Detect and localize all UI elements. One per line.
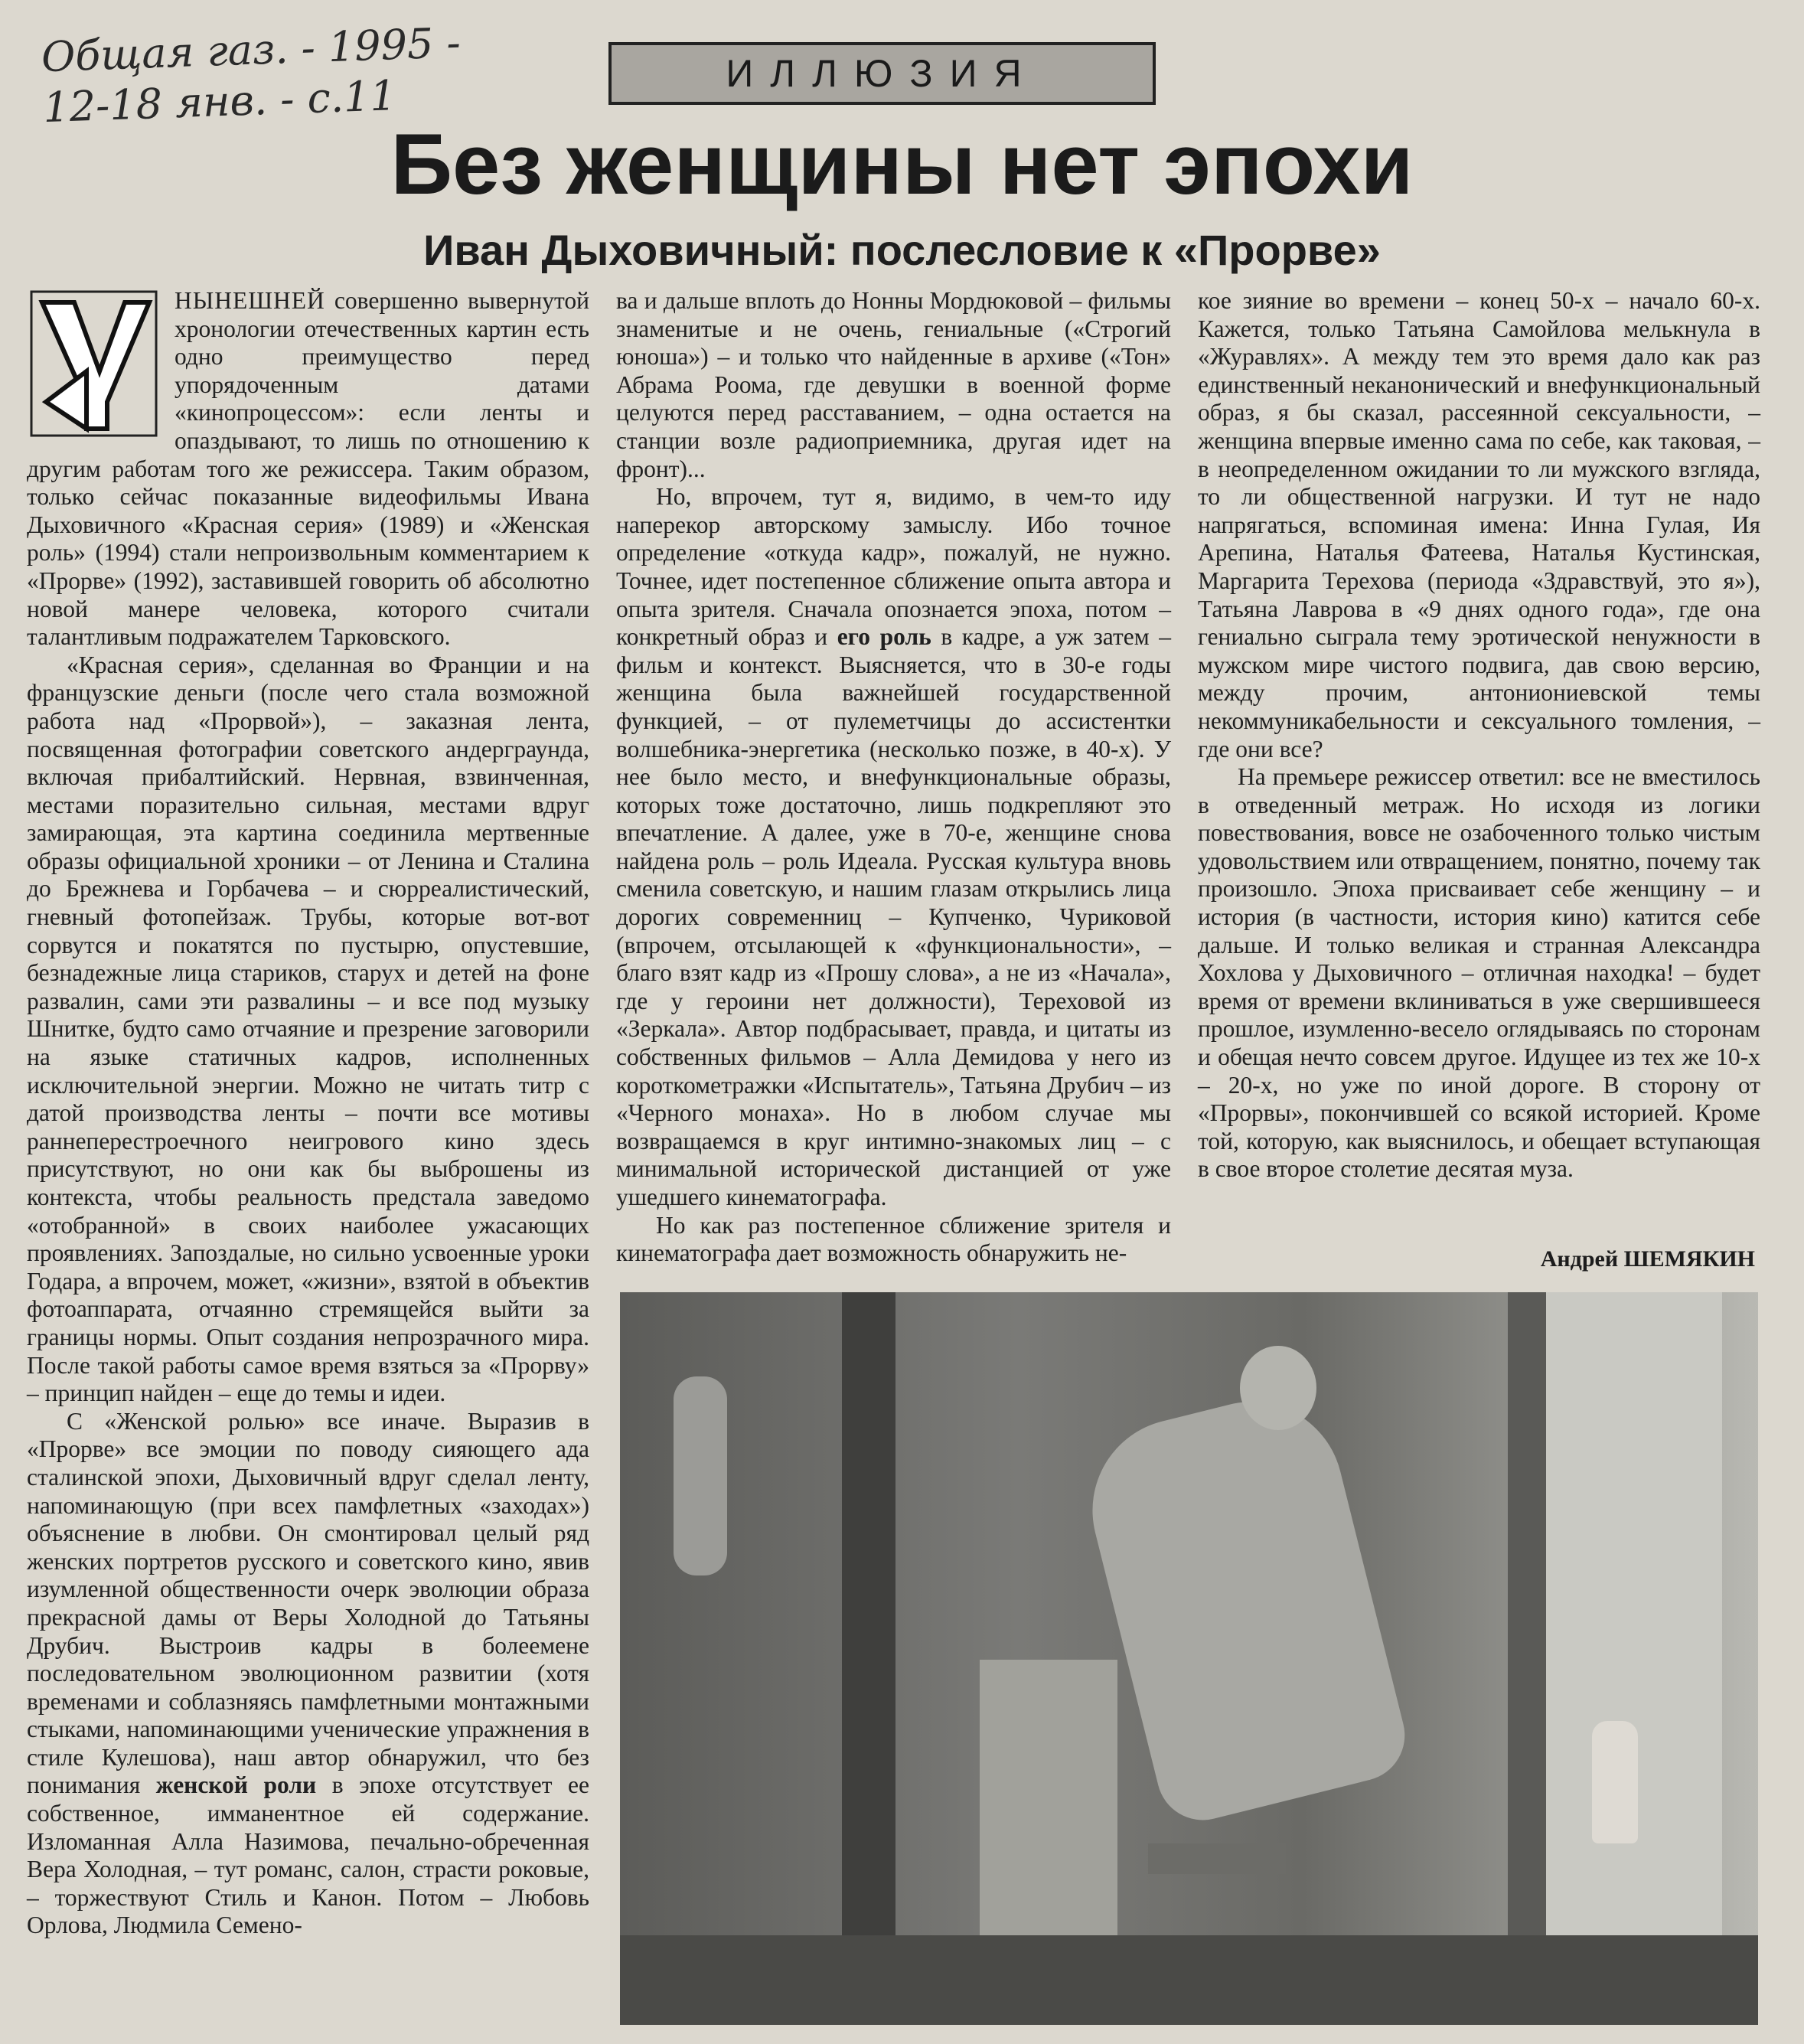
paragraph-text: С «Женской ролью» все иначе. Выразив в «Прорве» все эмоции по поводу сияющего ада сталинской эпохи, Дыховичный вдруг сделал ленту, напоминающую (при всех памфлетных «заходах») объяснение в любви. Он смонтировал целый ряд женских портретов русского и советского кино, явив изумленной общественности очерк эволюции образа прекрасной дамы от Веры Холодной до Татьяны Друбич. Выстроив кадры в болеемене последовательном эволюционном развитии (хотя временами и соблазняясь памфлетными монтажными стыками, напоминающими ученические упражнения в стиле Кулешова), наш автор обнаружил, что без понимания (27, 1407, 589, 1799)
paragraph-text: в кадре, а уж затем – фильм и контекст. Выясняется, что в 30-е годы женщина была важнейшей государственной функцией, – от пулеметчицы до ассистентки волшебника-энергетика (несколько позже, в 40-х). У нее было место, и внефункциональные образы, которых тоже достаточно, лишь подкрепляют это впечатление. А далее, уже в 70-е, женщине снова найдена роль – роль Идеала. Русская культура вновь сменила советскую, и нашим глазам открылись лица дорогих современниц – Купченко, Чуриковой (впрочем, отсылающей к «функциональности», – благо взят кадр из «Прошу слова», а не из «Начала», где у героини нет должности), Тереховой из «Зеркала». Автор подбрасывает, правда, и цитаты из собственных фильмов – Алла Демидова у него из короткометражки «Испытатель», Татьяна Друбич – из «Черного монаха». Но в любом случае мы возвращаемся в круг интимно-знакомых лиц – с минимальной исторической дистанцией от уже ушедшего кинематографа. (616, 623, 1172, 1210)
photo-stool (1148, 1843, 1286, 1874)
paragraph (616, 483, 1171, 1211)
photo-floor (620, 1935, 1758, 2025)
article-column-2 (616, 287, 1171, 1268)
lead-word: НЫНЕШНЕЙ (175, 287, 325, 314)
article-subheadline: Иван Дыховичный: послесловие к «Прорве» (423, 226, 1381, 274)
rubric-label: ИЛЛЮЗИЯ (608, 42, 1156, 105)
author-byline: Андрей ШЕМЯКИН (1540, 1246, 1755, 1272)
article-column-1 (27, 287, 589, 1940)
photo-window-right (1546, 1292, 1722, 2025)
photo-column-left (842, 1292, 895, 2025)
paragraph: ва и дальше вплоть до Нонны Мордюковой – фильмы знаменитые и не очень, гениальные («Строгий юноша») – и только что найденные в архиве («Тон» Абрама Роома, где девушки в военной форме целуются перед расставанием, – одна остается на станции возле радиоприемника, другая идет на фронт)... (616, 287, 1171, 482)
paragraph: «Красная серия», сделанная во Франции и на французские деньги (после чего стала возможной работа над «Прорвой»), – заказная лента, посвященная фотографии советского андерграунда, включая прибалтийский. Нервная, взвинченная, местами поразительно сильная, местами вдруг замирающая, эта картина соединила мертвенные образы официальной хроники – от Ленина и Сталина до Брежнева и Горбачева – и сюрреалистический, гневный фотопейзаж. Трубы, которые вот-вот сорвутся и покатятся по пустырю, опустевшие, безнадежные лица стариков, старух и детей на фоне развалин, сами эти развалины – и все под музыку Шнитке, будто само отчаяние и презрение заговорили на языке статичных кадров, исполненных исключительной энергии. Можно не читать титр с датой производства ленты – почти все мотивы раннеперестроечного неигрового кино здесь присутствуют, но они как бы выброшены из контекста, чтобы реальность предстала заведомо «отобранной» в своих наиболее ужасающих проявлениях. Запоздалые, но сильно усвоенные уроки Годара, а впрочем, может, «жизни», взятой в объектив фотоаппарата, отчаянно стремящейся выйти за границы нормы. Опыт создания непрозрачного мира. После такой работы самое время взяться за «Прорву» – принцип найден – еще до темы и идеи. (27, 651, 589, 1407)
dropcap-letter-icon (27, 287, 161, 440)
paragraph: Но как раз постепенное сближение зрителя и кинематографа дает возможность обнаружить не- (616, 1211, 1171, 1267)
photo-curtain (980, 1660, 1117, 1935)
film-still-photo-icon (620, 1292, 1758, 2025)
photo-vase (1592, 1721, 1638, 1843)
paragraph (27, 1408, 589, 1940)
article-column-3 (1198, 287, 1760, 1184)
photo-figure-head (1240, 1346, 1316, 1430)
paragraph-text: Но, впрочем, тут я, видимо, в чем-то иду наперекор авторскому замыслу. Ибо точное определение «откуда кадр», пожалуй, не нужно. Точнее, идет постепенное сближение опыта автора и опыта зрителя. Сначала опознается эпоха, потом – конкретный образ и (616, 483, 1171, 651)
emphasis-text: его роль (837, 623, 931, 651)
paragraph-text: совершенно вывернутой хронологии отечественных картин есть одно преимущество перед упорядоченным датами «кинопроцессом»: если ленты и опаздывают, то лишь по отношению к другим работам того же режиссера. Таким образом, только сейчас показанные видеофильмы Ивана Дыховичного «Красная серия» (1989) и «Женская роль» (1994) стали непроизвольным комментарием к «Прорве» (1992), заставившей говорить об абсолютно новой манере человека, которого считали талантливым подражателем Тарковского. (27, 287, 589, 651)
photo-figure-left (674, 1376, 727, 1575)
handwritten-line-1: Общая газ. - 1995 - (40, 18, 462, 82)
photo-window-frame (1508, 1292, 1546, 2025)
emphasis-text: женской роли (155, 1771, 317, 1799)
handwritten-line-2: 12-18 янв. - с.11 (42, 71, 397, 132)
article-headline: Без женщины нет эпохи (390, 116, 1414, 212)
paragraph: кое зияние во времени – конец 50-х – начало 60-х. Кажется, только Татьяна Самойлова мелькнула в «Журавлях». А между тем это время дало как раз единственный неканонический и внефункциональный образ, я бы сказал, рассеянной сексуальности, – женщина впервые именно сама по себе, как таковая, – в неопределенном ожидании то ли мужского взгляда, то ли общественной нагрузки. И тут не надо напрягаться, вспоминая имена: Инна Гулая, Ия Арепина, Наталья Фатеева, Наталья Кустинская, Маргарита Терехова (периода «Здравствуй, это я»), Татьяна Лаврова в «9 днях одного года», где она гениально сыграла тему эротической ненужности в мужском мире чистого подвига, дав свою версию, между прочим, антониониевской темы некоммуникабельности и сексуального томления, – где они все? (1198, 287, 1760, 762)
paragraph: На премьере режиссер ответил: все не вместилось в отведенный метраж. Но исходя из логики повествования, вовсе не озабоченного только чистым удовольствием или отвращением, понятно, почему так произошло. Эпоха присваивает себе женщину – и история (в частности, история кино) катится себе дальше. И только великая и странная Александра Хохлова у Дыховичного – отличная находка! – будет время от времени вклиниваться в уже свершившееся прошлое, изумленно-весело оглядываясь по сторонам и обещая нечто совсем другое. Идущее из тех же 10-х – 20-х, но уже по иной дороге. В сторону от «Прорвы», покончившей со всякой историей. Кроме той, которую, как выяснилось, и обещает вступающая в свое второе столетие десятая муза. (1198, 763, 1760, 1183)
paragraph-text: в эпохе отсутствует ее собственное, имманентное ей содержание. Изломанная Алла Назимова, печально-обреченная Вера Холодная, – тут романс, салон, страсти роковые, – торжествуют Стиль и Канон. Потом – Любовь Орлова, Людмила Семено- (27, 1771, 589, 1939)
